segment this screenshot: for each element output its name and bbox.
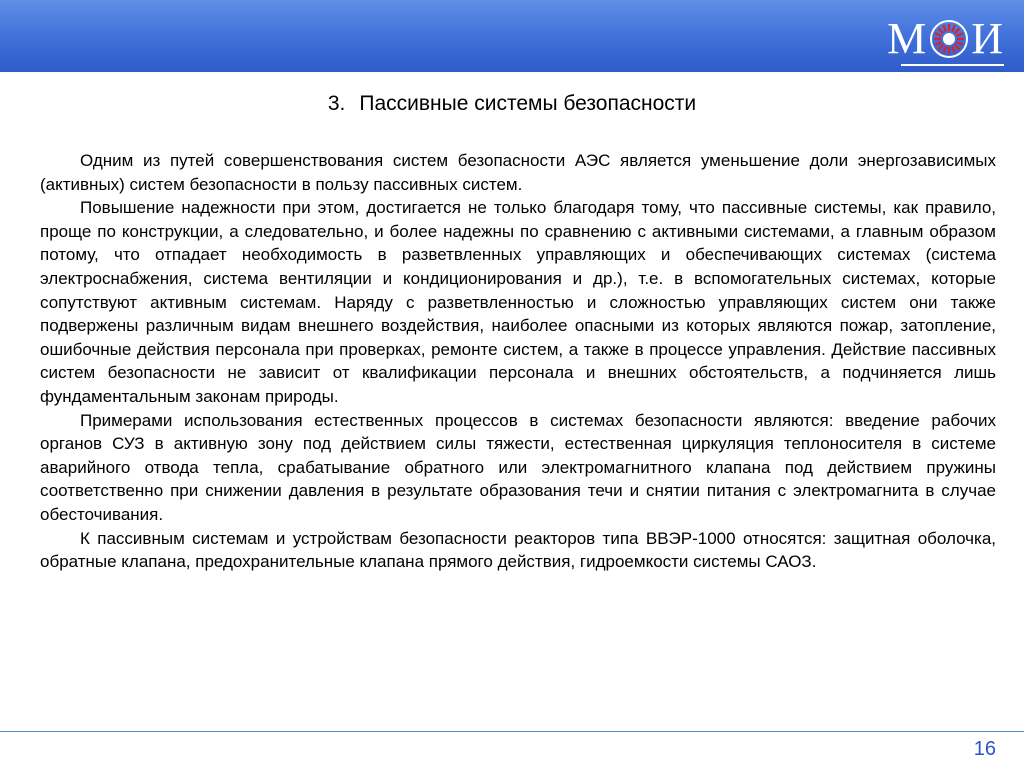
paragraph-2: Повышение надежности при этом, достигается не только благодаря тому, что пассивные системы, как правило, проще по конструкции, а следовательно, и более надежны по сравнению с активными системами, а главным образом потому, что отпадает необходимость в разветвленных управляющих и обеспечивающих системах (система электроснабжения, система вентиляции и кондиционирования и др.), т.е. в вспомогательных системах, которые сопутствуют активным системам. Наряду с разветвленностью и сложностью управляющих систем они также подвержены различным видам внешнего воздействия, наиболее опасными из которых являются пожар, затопление, ошибочные действия персонала при проверках, ремонте систем, а также в процессе управления. Действие пассивных систем безопасности не зависит от квалификации персонала и внешних обстоятельств, а подчиняется лишь фундаментальным законам природы. [40, 198, 996, 406]
body-text [40, 149, 996, 574]
footer-divider [0, 731, 1024, 732]
logo-sunburst-icon [929, 19, 969, 59]
logo-underline [901, 64, 1004, 66]
header-band [0, 0, 1024, 72]
mei-logo [887, 14, 1004, 64]
slide-title [0, 92, 1024, 116]
page-number: 16 [973, 738, 996, 760]
logo-letter-m: М [887, 14, 928, 63]
slide-title-text: Пассивные системы безопасности [359, 92, 697, 115]
slide-title-number: 3. [327, 92, 346, 115]
paragraph-3: Примерами использования естественных процессов в системах безопасности являются: введение рабочих органов СУЗ в активную зону под действием силы тяжести, естественная циркуляция теплоносителя в системе аварийного отвода тепла, срабатывание обратного или электромагнитного клапана под действием пружины соответственно при снижении давления в результате образования течи и снятии питания с электромагнита в случае обесточивания. [40, 410, 996, 524]
paragraph-1: Одним из путей совершенствования систем безопасности АЭС является уменьшение доли энергозависимых (активных) систем безопасности в пользу пассивных систем. [40, 151, 996, 194]
paragraph-4: К пассивным системам и устройствам безопасности реакторов типа ВВЭР-1000 относятся: защитная оболочка, обратные клапана, предохранительные клапана прямого действия, гидроемкости системы САОЗ. [40, 528, 996, 572]
logo-letter-i: И [971, 14, 1004, 63]
